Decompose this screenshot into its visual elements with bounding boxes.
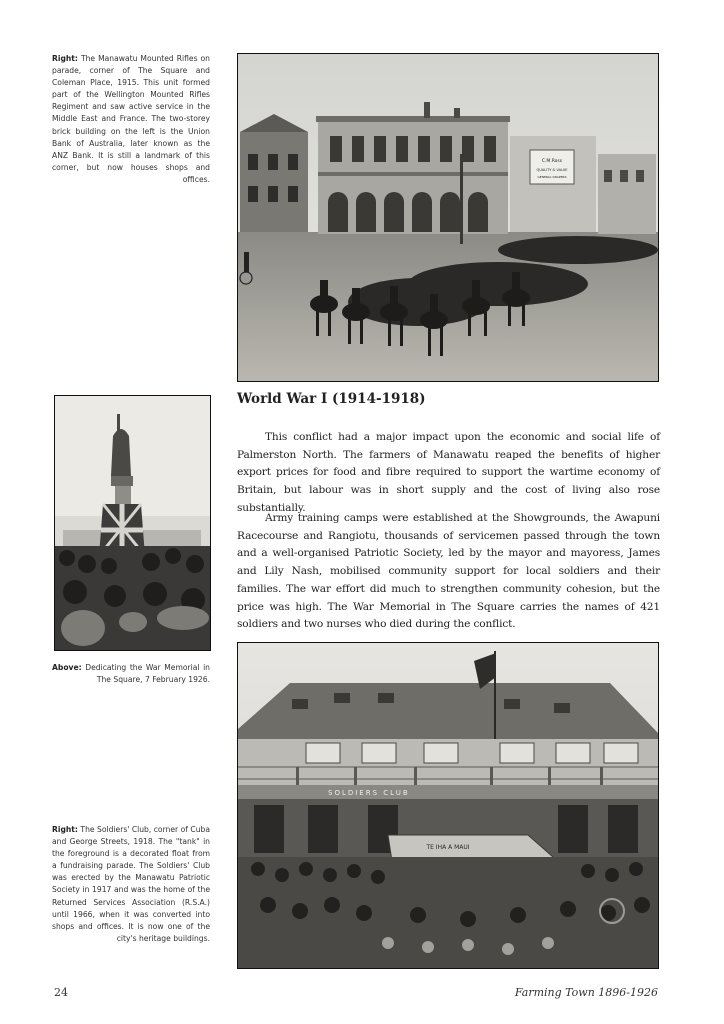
shop-sign: C.M.Ross	[541, 159, 563, 164]
caption-lead: Right:	[52, 825, 78, 834]
section-heading: World War I (1914-1918)	[237, 391, 426, 407]
page-number: 24	[54, 986, 68, 999]
caption-text: The Manawatu Mounted Rifles on parade, corner of The Square and Coleman Place, 1915. This unit formed part of the Wellington Mounted Rifles Regiment and saw active service in the Middle East and France. The two-storey brick building on the left is the Union Bank of Australia, later known as the ANZ Bank. It is still a landmark of this corner, but now houses shops and offices.	[52, 54, 210, 184]
caption-soldiers-club	[52, 824, 210, 945]
photo-mounted-rifles-parade	[237, 53, 659, 382]
caption-lead: Right:	[52, 54, 78, 63]
svg-text:QUALITY & VALUE: QUALITY & VALUE	[536, 168, 568, 172]
running-title: Farming Town 1896-1926	[514, 986, 658, 999]
photo-soldiers-club	[237, 642, 659, 969]
club-sign: SOLDIERS CLUB	[328, 789, 410, 797]
tank-sign: TE IHA A MAUI	[426, 844, 470, 851]
photo-war-memorial-dedication	[54, 395, 211, 651]
caption-mounted-rifles	[52, 53, 210, 186]
caption-text: Dedicating the War Memorial in The Square, 7 February 1926.	[81, 663, 210, 685]
svg-text:GENERAL DRAPERS: GENERAL DRAPERS	[537, 175, 567, 179]
article-paragraph-2: Army training camps were established at the Showgrounds, the Awapuni Racecourse and Rangiotu, thousands of servicemen passed through the town and a well-organised Patriotic Society, led by the mayor and mayoress, James and Lily Nash, mobilised community support for local soldiers and their families. The war effort did much to strengthen community cohesion, but the price was high. The War Memorial in The Square carries the names of 421 soldiers and two nurses who died during the conflict.	[237, 512, 660, 631]
caption-text: The Soldiers' Club, corner of Cuba and George Streets, 1918. The "tank" in the foreground is a decorated float from a fundraising parade. The Soldiers' Club was erected by the Manawatu Patriotic Society in 1917 and was the home of the Returned Services Association (R.S.A.) until 1966, when it was converted into shops and offices. It is now one of the city's heritage buildings.	[52, 825, 210, 943]
article-paragraph-1: This conflict had a major impact upon the economic and social life of Palmerston North. The farmers of Manawatu reaped the benefits of higher export prices for food and fibre required to support the wartime economy of Britain, but labour was in short supply and the cost of living also rose substantially.	[237, 431, 660, 514]
caption-war-memorial	[52, 662, 210, 686]
caption-lead: Above:	[52, 663, 82, 672]
